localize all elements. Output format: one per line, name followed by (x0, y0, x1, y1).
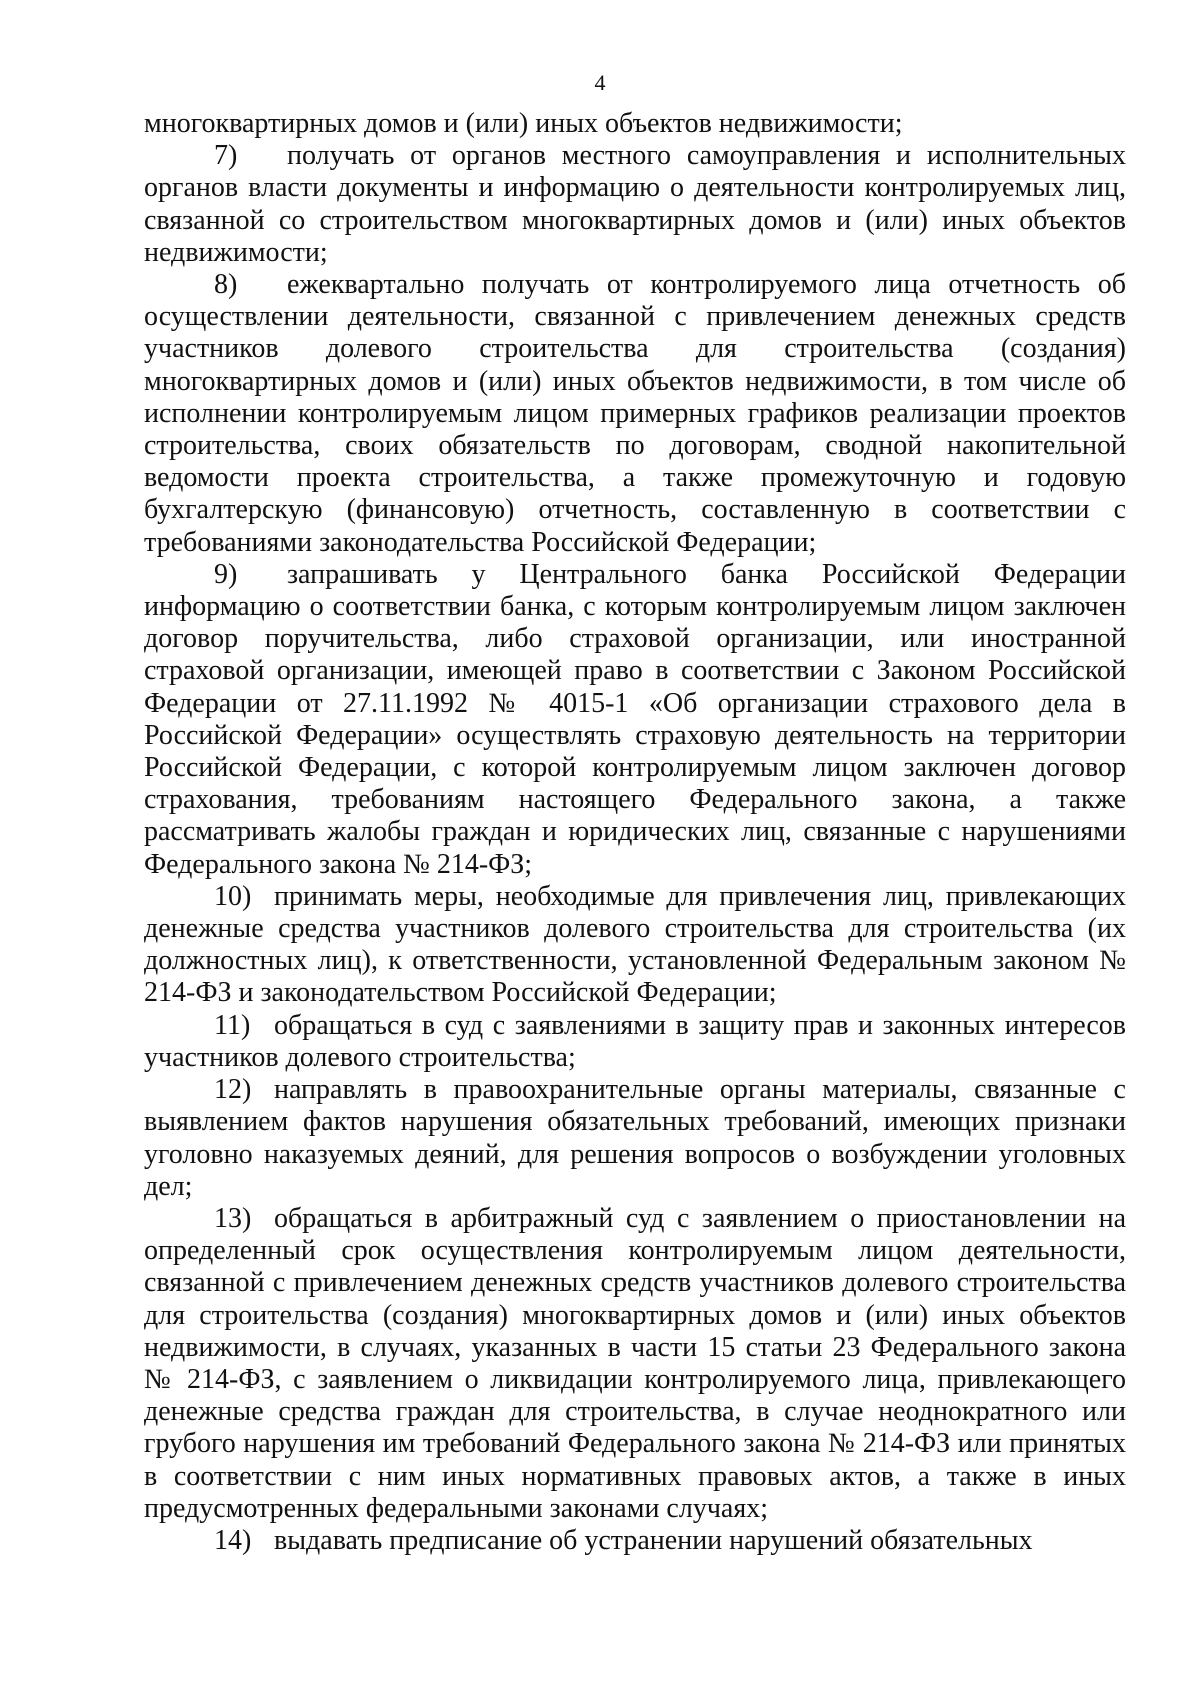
continuation-paragraph: многоквартирных домов и (или) иных объектов недвижимости; (144, 108, 903, 139)
list-item-11 (144, 1010, 1126, 1074)
page-number: 4 (594, 70, 606, 95)
item-number: 12) (214, 1074, 252, 1106)
item-number: 8) (214, 269, 238, 301)
list-item-14 (144, 1525, 1126, 1557)
item-number: 7) (214, 140, 238, 172)
item-text: ежеквартально получать от контролируемого лица отчетность об осуществлении деятельности, связанной с привлечением денежных средств участников долевого строительства для строительства (создания) многоквартирных домов и (или) иных объектов недвижимости, в том числе об исполнении контролируемым лицом примерных графиков реализации проектов строительства, своих обязательств по договорам, сводной накопительной ведомости проекта строительства, а также промежуточную и годовую бухгалтерскую (финансовую) отчетность, составленную в соответствии с требованиями законодательства Российской Федерации; (144, 269, 1126, 558)
item-number: 11) (214, 1009, 251, 1041)
list-item-13 (144, 1203, 1126, 1525)
item-text: принимать меры, необходимые для привлечения лиц, привлекающих денежные средства участников долевого строительства для строительства (их должностных лиц), к ответственности, установленной Федеральным законом № 214-ФЗ и законодательством Российской Федерации; (144, 880, 1126, 1009)
item-text: направлять в правоохранительные органы материалы, связанные с выявлением фактов нарушения обязательных требований, имеющих признаки уголовно наказуемых деяний, для решения вопросов о возбуждении уголовных дел; (144, 1074, 1126, 1202)
item-text: запрашивать у Центрального банка Российской Федерации информацию о соответствии банка, с которым контролируемым лицом заключен договор поручительства, либо страховой организации, или иностранной страховой организации, имеющей право в соответствии с Законом Российской Федерации от 27.11.1992 № 4015-1 «Об организации страхового дела в Российской Федерации» осуществлять страховую деятельность на территории Российской Федерации, с которой контролируемым лицом заключен договор страхования, требованиям настоящего Федерального закона, а также рассматривать жалобы граждан и юридических лиц, связанные с нарушениями Федерального закона № 214-ФЗ; (144, 558, 1126, 880)
list-item-9 (144, 559, 1126, 881)
item-text: получать от органов местного самоуправления и исполнительных органов власти документы и информацию о деятельности контролируемых лиц, связанной со строительством многоквартирных домов и (или) иных объектов недвижимости; (144, 140, 1126, 268)
item-number: 9) (214, 558, 238, 590)
list-item-7 (144, 140, 1126, 269)
list-item-8 (144, 269, 1126, 559)
item-text: выдавать предписание об устранении нарушений обязательных (274, 1524, 1033, 1556)
list-item-10 (144, 881, 1126, 1010)
item-number: 13) (214, 1202, 252, 1234)
item-number: 14) (214, 1524, 252, 1556)
item-text: обращаться в арбитражный суд с заявлением о приостановлении на определенный срок осуществления контролируемым лицом деятельности, связанной с привлечением денежных средств участников долевого строительства для строительства (создания) многоквартирных домов и (или) иных объектов недвижимости, в случаях, указанных в части 15 статьи 23 Федерального закона № 214-ФЗ, с заявлением о ликвидации контролируемого лица, привлекающего денежные средства граждан для строительства, в случае неоднократного или грубого нарушения им требований Федерального закона № 214-ФЗ или принятых в соответствии с ним иных нормативных правовых актов, а также в иных предусмотренных федеральными законами случаях; (144, 1202, 1126, 1524)
document-body (144, 108, 1126, 1557)
item-text: обращаться в суд с заявлениями в защиту прав и законных интересов участников долевого строительства; (144, 1009, 1126, 1073)
item-number: 10) (214, 880, 252, 912)
list-item-12 (144, 1074, 1126, 1203)
